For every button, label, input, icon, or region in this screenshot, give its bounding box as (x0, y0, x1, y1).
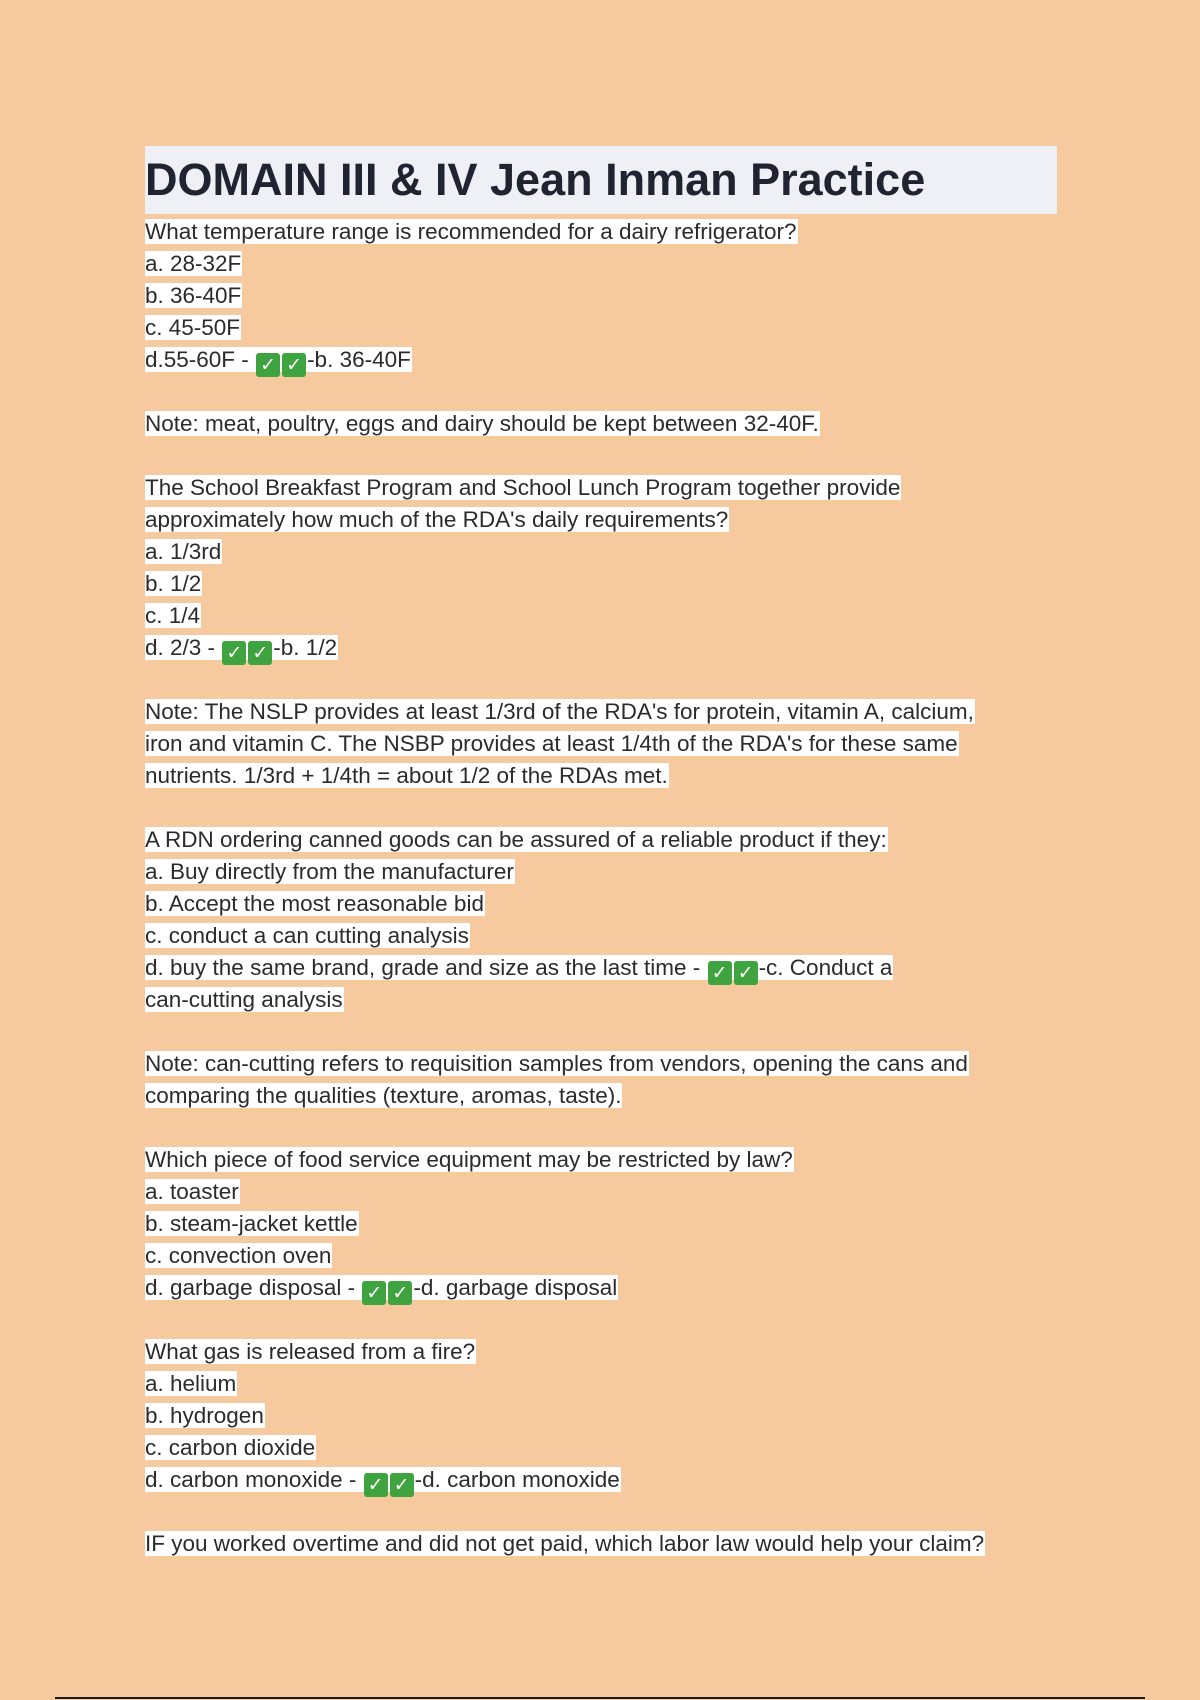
answer-option-text: c. conduct a can cutting analysis (145, 923, 469, 948)
answer-option (145, 920, 1057, 952)
page-title: DOMAIN III & IV Jean Inman Practice (145, 154, 926, 205)
answer-option-text: b. steam-jacket kettle (145, 1211, 358, 1236)
check-mark-icon: ✓ (222, 641, 246, 665)
check-mark-icon: ✓ (734, 961, 758, 985)
answer-option-text: a. toaster (145, 1179, 239, 1204)
last-option-text: d. buy the same brand, grade and size as the last time - (145, 955, 707, 980)
question-stem-text: What temperature range is recommended for a dairy refrigerator? (145, 219, 797, 244)
last-option-text: d.55-60F - (145, 347, 256, 372)
question-block (145, 216, 1057, 440)
question-block (145, 1528, 1057, 1560)
answer-option-text: c. carbon dioxide (145, 1435, 316, 1460)
correct-answer-text: -b. 1/2 (273, 635, 338, 660)
question-stem (145, 472, 1057, 504)
answer-option (145, 280, 1057, 312)
answer-option-text: a. helium (145, 1371, 237, 1396)
check-mark-icon: ✓ (248, 641, 272, 665)
answer-option (145, 1368, 1057, 1400)
note-line (145, 728, 1057, 760)
answer-option-text: b. 1/2 (145, 571, 202, 596)
note-line-text: nutrients. 1/3rd + 1/4th = about 1/2 of the RDAs met. (145, 763, 668, 788)
answer-option (145, 856, 1057, 888)
answer-option (145, 248, 1057, 280)
question-list (145, 214, 1057, 1560)
last-option-text: d. garbage disposal - (145, 1275, 362, 1300)
answer-key-line (145, 635, 338, 664)
answer-option-with-key (145, 344, 1057, 376)
answer-option-text: c. 45-50F (145, 315, 241, 340)
answer-option (145, 312, 1057, 344)
answer-option-text: b. Accept the most reasonable bid (145, 891, 484, 916)
check-mark-icon: ✓ (364, 1473, 388, 1497)
question-block (145, 1144, 1057, 1304)
question-stem-text: approximately how much of the RDA's daily requirements? (145, 507, 729, 532)
answer-option-text: a. Buy directly from the manufacturer (145, 859, 514, 884)
answer-option-with-key (145, 1272, 1057, 1304)
note-line-text: comparing the qualities (texture, aromas, taste). (145, 1083, 622, 1108)
answer-option (145, 1176, 1057, 1208)
answer-option (145, 536, 1057, 568)
question-stem (145, 504, 1057, 536)
correct-answer-text: -d. garbage disposal (413, 1275, 618, 1300)
check-mark-icon: ✓ (282, 353, 306, 377)
answer-key-line (145, 1275, 618, 1304)
note-line (145, 408, 1057, 440)
last-option-text: d. carbon monoxide - (145, 1467, 363, 1492)
answer-option-text: b. 36-40F (145, 283, 242, 308)
question-stem (145, 824, 1057, 856)
question-stem-text: Which piece of food service equipment may be restricted by law? (145, 1147, 793, 1172)
answer-option-text: b. hydrogen (145, 1403, 264, 1428)
note-line-text: Note: meat, poultry, eggs and dairy should be kept between 32-40F. (145, 411, 819, 436)
answer-option (145, 1400, 1057, 1432)
answer-option-text: a. 1/3rd (145, 539, 222, 564)
correct-answer-continued (145, 984, 1057, 1016)
correct-answer-text: -b. 36-40F (307, 347, 411, 372)
question-block (145, 472, 1057, 792)
check-mark-icon: ✓ (362, 1281, 386, 1305)
question-stem-text: A RDN ordering canned goods can be assured of a reliable product if they: (145, 827, 887, 852)
answer-option-with-key (145, 632, 1057, 664)
bottom-divider (55, 1697, 1145, 1699)
question-stem (145, 1144, 1057, 1176)
question-stem (145, 216, 1057, 248)
correct-answer-continued-text: can-cutting analysis (145, 987, 343, 1012)
check-mark-icon: ✓ (390, 1473, 414, 1497)
title-bar (145, 146, 1057, 214)
question-stem-text: The School Breakfast Program and School Lunch Program together provide (145, 475, 901, 500)
answer-option-with-key (145, 952, 1057, 984)
answer-key-line (145, 347, 412, 376)
answer-option (145, 1432, 1057, 1464)
question-block (145, 1336, 1057, 1496)
question-block (145, 824, 1057, 1112)
note-line-text: Note: can-cutting refers to requisition samples from vendors, opening the cans and (145, 1051, 968, 1076)
answer-key-line (145, 1467, 621, 1496)
note-line-text: iron and vitamin C. The NSBP provides at least 1/4th of the RDA's for these same (145, 731, 958, 756)
note-line (145, 696, 1057, 728)
question-stem-text: IF you worked overtime and did not get paid, which labor law would help your claim? (145, 1531, 985, 1556)
check-mark-icon: ✓ (388, 1281, 412, 1305)
check-mark-icon: ✓ (708, 961, 732, 985)
answer-option (145, 568, 1057, 600)
last-option-text: d. 2/3 - (145, 635, 222, 660)
note-line (145, 1080, 1057, 1112)
check-mark-icon: ✓ (256, 353, 280, 377)
question-stem-text: What gas is released from a fire? (145, 1339, 476, 1364)
answer-option (145, 600, 1057, 632)
answer-option-text: a. 28-32F (145, 251, 242, 276)
note-line-text: Note: The NSLP provides at least 1/3rd of the RDA's for protein, vitamin A, calcium, (145, 699, 974, 724)
correct-answer-text: -d. carbon monoxide (414, 1467, 620, 1492)
note-line (145, 760, 1057, 792)
document-page (145, 146, 1057, 1560)
answer-option (145, 1240, 1057, 1272)
answer-key-line (145, 955, 893, 984)
answer-option-text: c. 1/4 (145, 603, 201, 628)
question-stem (145, 1528, 1057, 1560)
correct-answer-text: -c. Conduct a (758, 955, 893, 980)
answer-option (145, 1208, 1057, 1240)
answer-option-with-key (145, 1464, 1057, 1496)
question-stem (145, 1336, 1057, 1368)
answer-option (145, 888, 1057, 920)
answer-option-text: c. convection oven (145, 1243, 332, 1268)
note-line (145, 1048, 1057, 1080)
